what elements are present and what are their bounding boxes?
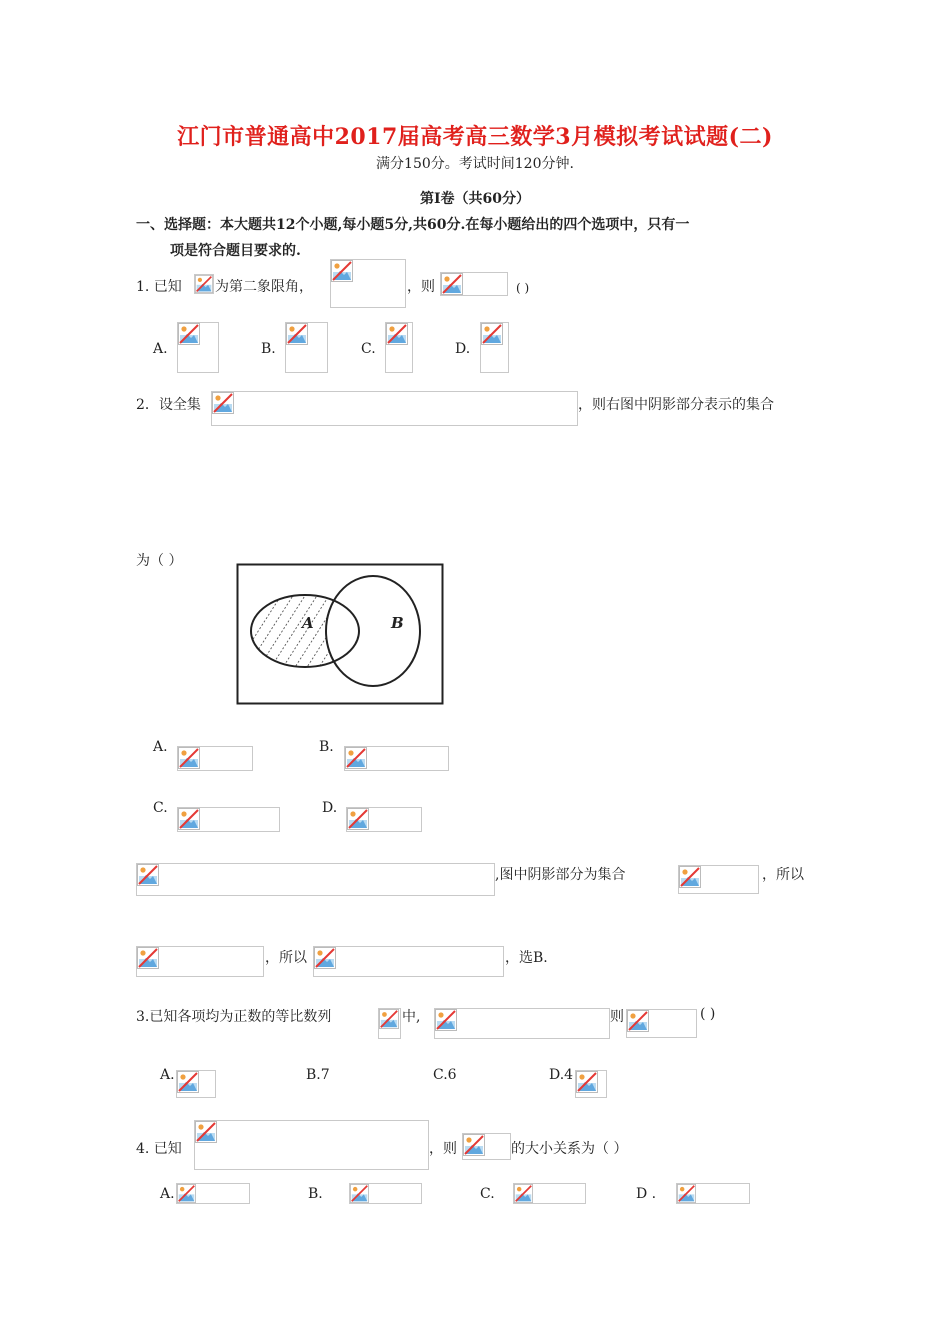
solution-text: ,图中阴影部分为集合	[495, 867, 626, 883]
option-a: A.	[153, 739, 168, 755]
formula-image	[513, 1183, 586, 1204]
exam-info: 满分150分。考试时间120分钟.	[376, 156, 574, 172]
formula-image	[177, 322, 219, 373]
q1-prefix: 1. 已知	[136, 279, 182, 295]
section-heading: 第Ⅰ卷（共60分）	[419, 191, 531, 207]
option-a: A.	[160, 1067, 175, 1083]
formula-image	[346, 807, 422, 832]
formula-image	[434, 1008, 610, 1039]
formula-image	[676, 1183, 750, 1204]
option-c: C.	[480, 1186, 495, 1202]
option-b: B.	[319, 739, 334, 755]
option-d: D.4	[549, 1067, 574, 1083]
instruction-line-1: 一、选择题：本大题共12个小题,每小题5分,共60分.在每小题给出的四个选项中，只有一	[136, 217, 690, 233]
formula-image	[349, 1183, 422, 1204]
formula-image	[575, 1070, 607, 1098]
option-a: A.	[153, 341, 168, 357]
q4-prefix: 4. 已知	[136, 1141, 182, 1157]
formula-image	[177, 746, 253, 771]
label-b: B	[391, 614, 404, 632]
q1-text: 为第二象限角，	[215, 279, 313, 295]
formula-image	[480, 322, 509, 373]
option-d: D.	[455, 341, 471, 357]
formula-image	[285, 322, 328, 373]
formula-image	[136, 946, 264, 977]
instruction-line-2: 项是符合题目要求的.	[170, 243, 301, 259]
option-a: A.	[160, 1186, 175, 1202]
q2-prefix: 2．设全集	[136, 397, 201, 413]
solution-text: ，选B.	[505, 950, 548, 966]
formula-image	[177, 807, 280, 832]
formula-image	[211, 391, 578, 426]
q1-then: ，则	[407, 279, 435, 295]
q4-then: ，则	[429, 1141, 457, 1157]
option-b: B.	[308, 1186, 323, 1202]
page-title: 江门市普通高中2017届高考高三数学3月模拟考试试题(二)	[177, 124, 773, 150]
formula-image	[344, 746, 449, 771]
label-a: A	[302, 614, 314, 632]
q3-text: 中,	[402, 1009, 421, 1025]
formula-image	[176, 1183, 250, 1204]
formula-image	[440, 272, 508, 296]
option-d: D .	[636, 1186, 657, 1202]
formula-image	[378, 1008, 401, 1039]
formula-image	[385, 322, 413, 373]
formula-image	[462, 1133, 511, 1160]
q2-text-cont: 为（ ）	[136, 553, 183, 569]
solution-text: ，所以	[265, 950, 307, 966]
solution-text: ，所以	[762, 867, 804, 883]
formula-image	[330, 259, 406, 308]
formula-image	[678, 865, 759, 894]
q3-prefix: 3.已知各项均为正数的等比数列	[136, 1009, 332, 1025]
option-c: C.	[361, 341, 376, 357]
option-b: B.7	[306, 1067, 330, 1083]
formula-image	[176, 1070, 216, 1098]
option-d: D.	[322, 800, 338, 816]
venn-diagram	[236, 563, 446, 706]
option-c: C.6	[433, 1067, 457, 1083]
q4-text: 的大小关系为（ ）	[511, 1141, 628, 1157]
q2-text: ，则右图中阴影部分表示的集合	[578, 397, 774, 413]
formula-image	[313, 946, 504, 977]
formula-image	[136, 863, 495, 896]
formula-image	[194, 1120, 429, 1170]
q3-then: 则	[610, 1009, 624, 1025]
answer-paren: ( )	[700, 1006, 716, 1022]
formula-image	[626, 1009, 697, 1038]
option-b: B.	[261, 341, 276, 357]
option-c: C.	[153, 800, 168, 816]
answer-paren: ( )	[516, 281, 530, 295]
broken-image-icon	[194, 274, 214, 294]
set-b-circle	[326, 576, 420, 686]
